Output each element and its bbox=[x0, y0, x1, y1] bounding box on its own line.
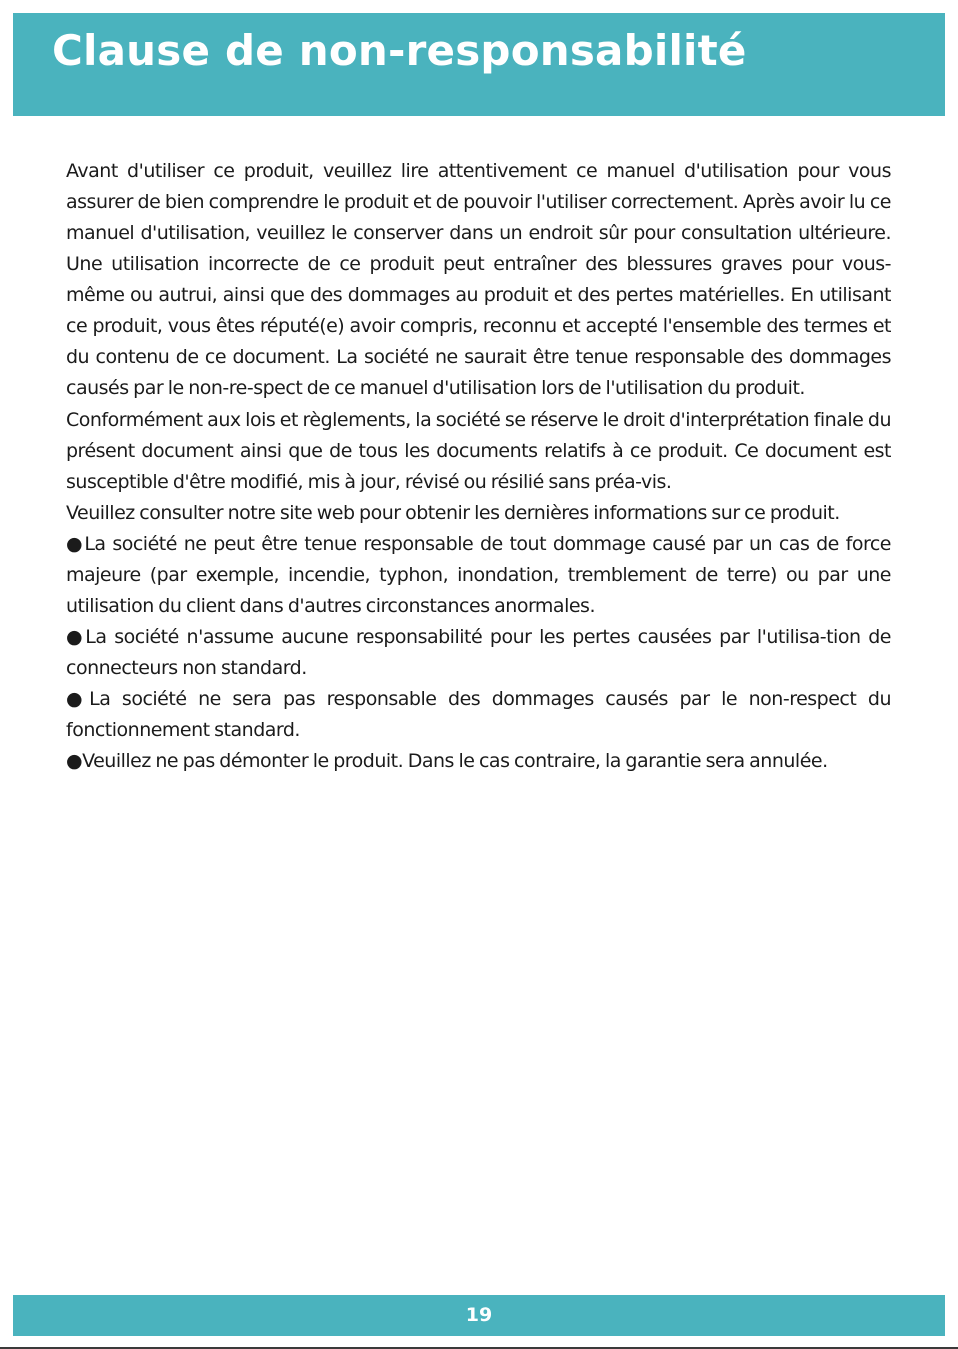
disclaimer-body bbox=[66, 156, 891, 777]
bullet-text: Veuillez ne pas démonter le produit. Dans le cas contraire, la garantie sera annulée. bbox=[82, 750, 828, 773]
bullet-item-standard-operation bbox=[66, 684, 891, 746]
paragraph-website: Veuillez consulter notre site web pour obtenir les dernières informations sur ce produit. bbox=[66, 501, 840, 524]
bullet-text: La société n'assume aucune responsabilité pour les pertes causées par l'utilisa-tion de connecteurs non standard. bbox=[66, 625, 891, 679]
bullet-item-force-majeure bbox=[66, 529, 891, 622]
bullet-text: La société ne sera pas responsable des dommages causés par le non-respect du fonctionnement standard. bbox=[66, 688, 891, 742]
bullet-item-warranty bbox=[66, 746, 891, 777]
paragraph-interpretation: Conformément aux lois et règlements, la société se réserve le droit d'interprétation finale du présent document ainsi que de tous les documents relatifs à ce produit. Ce document est susceptible d'être modifié, mis à jour, révisé ou résilié sans préa-vis. bbox=[66, 408, 891, 493]
bullet-icon: ● bbox=[66, 625, 86, 648]
bullet-icon: ● bbox=[66, 750, 83, 773]
bullet-icon: ● bbox=[66, 688, 90, 711]
bullet-icon: ● bbox=[66, 532, 85, 555]
page-title: Clause de non-responsabilité bbox=[52, 26, 747, 75]
footer-band bbox=[13, 1295, 945, 1336]
bullet-text: La société ne peut être tenue responsable de tout dommage causé par un cas de force majeure (par exemple, incendie, typhon, inondation, tremblement de terre) ou par une utilisation du client dans d'autres circonstances anormales. bbox=[66, 532, 891, 617]
bullet-item-connectors bbox=[66, 622, 891, 684]
paragraph-intro: Avant d'utiliser ce produit, veuillez lire attentivement ce manuel d'utilisation pour vous assurer de bien comprendre le produit et de pouvoir l'utiliser correctement. Après avoir lu ce manuel d'utilisation, veuillez le conserver dans un endroit sûr pour consultation ultérieure. Une utilisation incorrecte de ce produit peut entraîner des blessures graves pour vous-même ou autrui, ainsi que des dommages au produit et des pertes matérielles. En utilisant ce produit, vous êtes réputé(e) avoir compris, reconnu et accepté l'ensemble des termes et du contenu de ce document. La société ne saurait être tenue responsable des dommages causés par le non-re-spect de ce manuel d'utilisation lors de l'utilisation du produit. bbox=[66, 160, 891, 400]
page-number: 19 bbox=[465, 1304, 493, 1326]
